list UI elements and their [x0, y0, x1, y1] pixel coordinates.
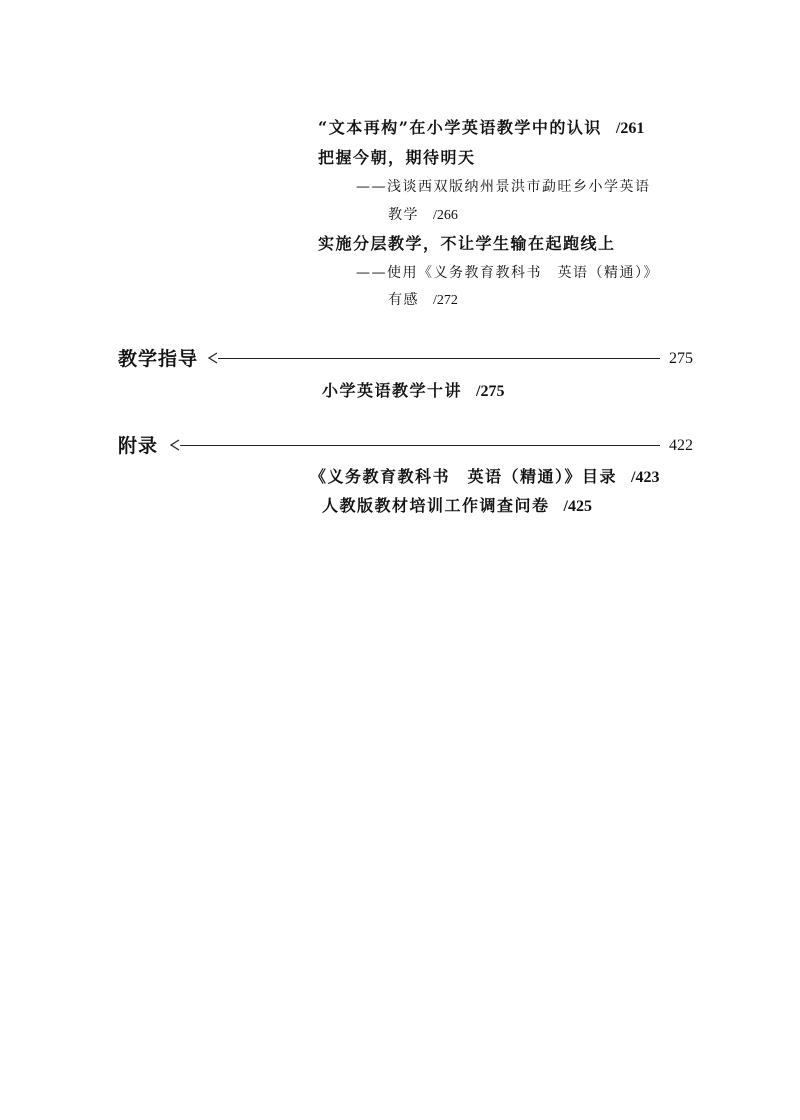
toc-entry-page: /272	[433, 293, 458, 308]
toc-subtitle-text: ——使用《义务教育教科书 英语（精通）》	[356, 265, 659, 281]
section-heading-guidance[interactable]	[118, 346, 693, 372]
toc-entry[interactable]	[318, 146, 476, 170]
section-page: 275	[669, 350, 693, 367]
toc-entry[interactable]	[318, 232, 616, 256]
leader-line	[180, 445, 660, 446]
toc-entry-subtitle	[356, 175, 651, 199]
toc-entry-title: “文本再构”在小学英语教学中的认识	[318, 118, 602, 137]
section-title: 教学指导	[118, 348, 199, 370]
toc-entry[interactable]	[322, 494, 592, 519]
chevron-left-icon	[208, 352, 218, 364]
toc-entry-page: /275	[476, 383, 505, 400]
toc-entry-subtitle-cont	[388, 203, 458, 228]
toc-entry[interactable]	[318, 116, 644, 141]
toc-entry-page: /425	[563, 498, 592, 515]
leader-line	[218, 358, 660, 359]
toc-entry[interactable]	[322, 379, 504, 404]
toc-subtitle-text: ——浅谈西双版纳州景洪市勐旺乡小学英语	[356, 179, 651, 195]
toc-entry[interactable]	[310, 465, 659, 490]
toc-entry-subtitle-cont	[388, 288, 458, 313]
toc-entry-title: 《义务教育教科书 英语（精通）》目录	[310, 467, 618, 486]
toc-entry-title: 实施分层教学，不让学生输在起跑线上	[318, 234, 616, 253]
toc-entry-title: 把握今朝，期待明天	[318, 148, 476, 167]
section-title: 附录	[118, 435, 159, 457]
section-heading-appendix[interactable]	[118, 433, 693, 459]
toc-entry-subtitle	[356, 261, 659, 285]
toc-entry-page: /266	[433, 208, 458, 223]
toc-subtitle-text: 教学	[388, 207, 419, 223]
toc-entry-title: 人教版教材培训工作调查问卷	[322, 496, 550, 515]
section-page: 422	[669, 437, 693, 454]
toc-entry-title: 小学英语教学十讲	[322, 381, 463, 400]
chevron-left-icon	[170, 439, 180, 451]
toc-subtitle-text: 有感	[388, 292, 419, 308]
toc-entry-page: /261	[615, 120, 645, 137]
toc-entry-page: /423	[631, 469, 660, 486]
